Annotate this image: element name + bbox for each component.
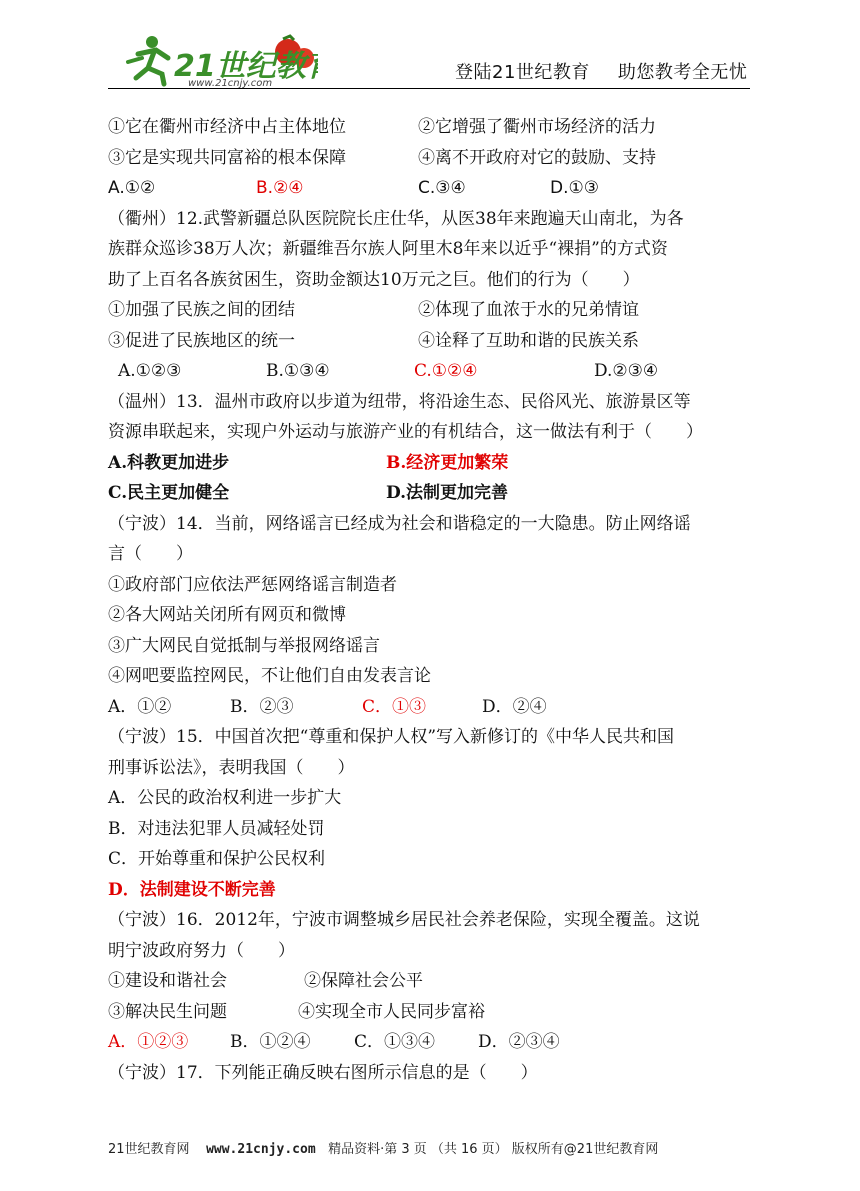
question-stem: （宁波）14．当前，网络谣言已经成为社会和谐稳定的一大隐患。防止网络谣 xyxy=(108,513,691,534)
statement: ①政府部门应依法严惩网络谣言制造者 xyxy=(108,574,397,595)
header-slogan xyxy=(455,58,775,84)
question-stem: （宁波）15．中国首次把“尊重和保护人权”写入新修订的《中华人民共和国 xyxy=(108,727,675,747)
statement-row xyxy=(108,997,758,1028)
question-stem: （宁波）16．2012年，宁波市调整城乡居民社会养老保险，实现全覆盖。这说 xyxy=(108,910,700,930)
option-b: B．对违法犯罪人员减轻处罚 xyxy=(108,818,325,839)
footer-site: 21世纪教育网 xyxy=(108,1142,190,1157)
option-b-answer: B.经济更加繁荣 xyxy=(386,452,509,473)
statement: ③促进了民族地区的统一 xyxy=(108,330,295,351)
statement: ③它是实现共同富裕的根本保障 xyxy=(108,147,346,168)
option-a-answer: A．①②③ xyxy=(108,1032,189,1052)
options-row xyxy=(108,478,758,509)
option-d-answer: D．法制建设不断完善 xyxy=(108,879,276,900)
option-c-answer: C.①②④ xyxy=(414,361,478,381)
statement-row xyxy=(108,143,758,174)
option-b: B．②③ xyxy=(230,696,294,717)
option-d: D．②③④ xyxy=(478,1032,560,1052)
statement: ④离不开政府对它的鼓励、支持 xyxy=(418,147,656,168)
option-a: A.科教更加进步 xyxy=(108,452,230,473)
question-stem: 族群众巡诊38万人次；新疆维吾尔族人阿里木8年来以近乎“裸捐”的方式资 xyxy=(108,239,668,259)
options-row xyxy=(108,173,758,204)
statement-row xyxy=(108,966,758,997)
question-stem: 明宁波政府努力（ ） xyxy=(108,940,295,961)
option-d: D.①③ xyxy=(550,178,599,198)
option-a: A．公民的政治权利进一步扩大 xyxy=(108,788,342,808)
option-b-answer: B.②④ xyxy=(256,178,304,198)
question-stem: 资源串联起来，实现户外运动与旅游产业的有机结合，这一做法有利于（ ） xyxy=(108,422,703,442)
option-c: C.民主更加健全 xyxy=(108,483,230,503)
option-d: D.法制更加完善 xyxy=(386,483,509,503)
options-row xyxy=(108,1027,758,1058)
statement: ②体现了血浓于水的兄弟情谊 xyxy=(418,300,639,320)
option-a: A.①②③ xyxy=(118,361,182,381)
option-b: B．①②④ xyxy=(230,1032,311,1052)
statement-row xyxy=(108,295,758,326)
statement-row xyxy=(108,326,758,357)
question-stem: 言（ ） xyxy=(108,544,193,564)
statement: ②各大网站关闭所有网页和微博 xyxy=(108,605,346,625)
slogan-right: 助您教考全无忧 xyxy=(617,62,748,83)
question-stem: （宁波）17．下列能正确反映右图所示信息的是（ ） xyxy=(108,1062,538,1083)
question-stem: （温州）13．温州市政府以步道为纽带，将沿途生态、民俗风光、旅游景区等 xyxy=(108,391,691,412)
question-stem: 助了上百名各族贫困生，资助金额达10万元之巨。他们的行为（ ） xyxy=(108,269,640,290)
option-c: C．开始尊重和保护公民权利 xyxy=(108,849,326,869)
document-body xyxy=(108,112,758,1088)
statement: ③广大网民自觉抵制与举报网络谣言 xyxy=(108,635,380,656)
option-a: A．①② xyxy=(108,696,172,717)
statement: ③解决民生问题 xyxy=(108,1001,227,1022)
option-b: B.①③④ xyxy=(266,361,330,381)
option-d: D.②③④ xyxy=(594,361,659,381)
statement: ④诠释了互助和谐的民族关系 xyxy=(418,330,639,351)
statement-row xyxy=(108,112,758,143)
footer-text: 精品资料·第 3 页 （共 16 页） 版权所有@21世纪教育网 xyxy=(328,1142,659,1157)
option-c: C．①③④ xyxy=(354,1032,436,1052)
slogan-left: 登陆21世纪教育 xyxy=(455,62,590,83)
header-rule xyxy=(108,88,750,89)
statement: ①加强了民族之间的团结 xyxy=(108,300,295,320)
site-logo xyxy=(118,28,318,88)
page-footer xyxy=(108,1138,658,1157)
footer-url[interactable]: www.21cnjy.com xyxy=(206,1142,316,1157)
statement: ②它增强了衢州市场经济的活力 xyxy=(418,117,656,137)
option-a: A.①② xyxy=(108,178,156,198)
statement: ①建设和谐社会 xyxy=(108,971,227,991)
question-stem: 刑事诉讼法》，表明我国（ ） xyxy=(108,757,355,778)
logo-url: www.21cnjy.com xyxy=(188,78,273,88)
option-d: D．②④ xyxy=(482,696,547,717)
option-c: C.③④ xyxy=(418,178,466,198)
question-stem: （衢州）12.武警新疆总队医院院长庄仕华，从医38年来跑遍天山南北，为各 xyxy=(108,208,684,229)
statement: ④实现全市人民同步富裕 xyxy=(298,1001,485,1022)
options-row xyxy=(108,692,758,723)
statement: ②保障社会公平 xyxy=(304,971,423,991)
options-row xyxy=(108,448,758,479)
option-c-answer: C．①③ xyxy=(362,696,427,717)
logo-text: 21世纪教 xyxy=(174,49,306,84)
statement: ④网吧要监控网民，不让他们自由发表言论 xyxy=(108,666,431,686)
statement: ①它在衢州市经济中占主体地位 xyxy=(108,117,346,137)
options-row xyxy=(108,356,758,387)
